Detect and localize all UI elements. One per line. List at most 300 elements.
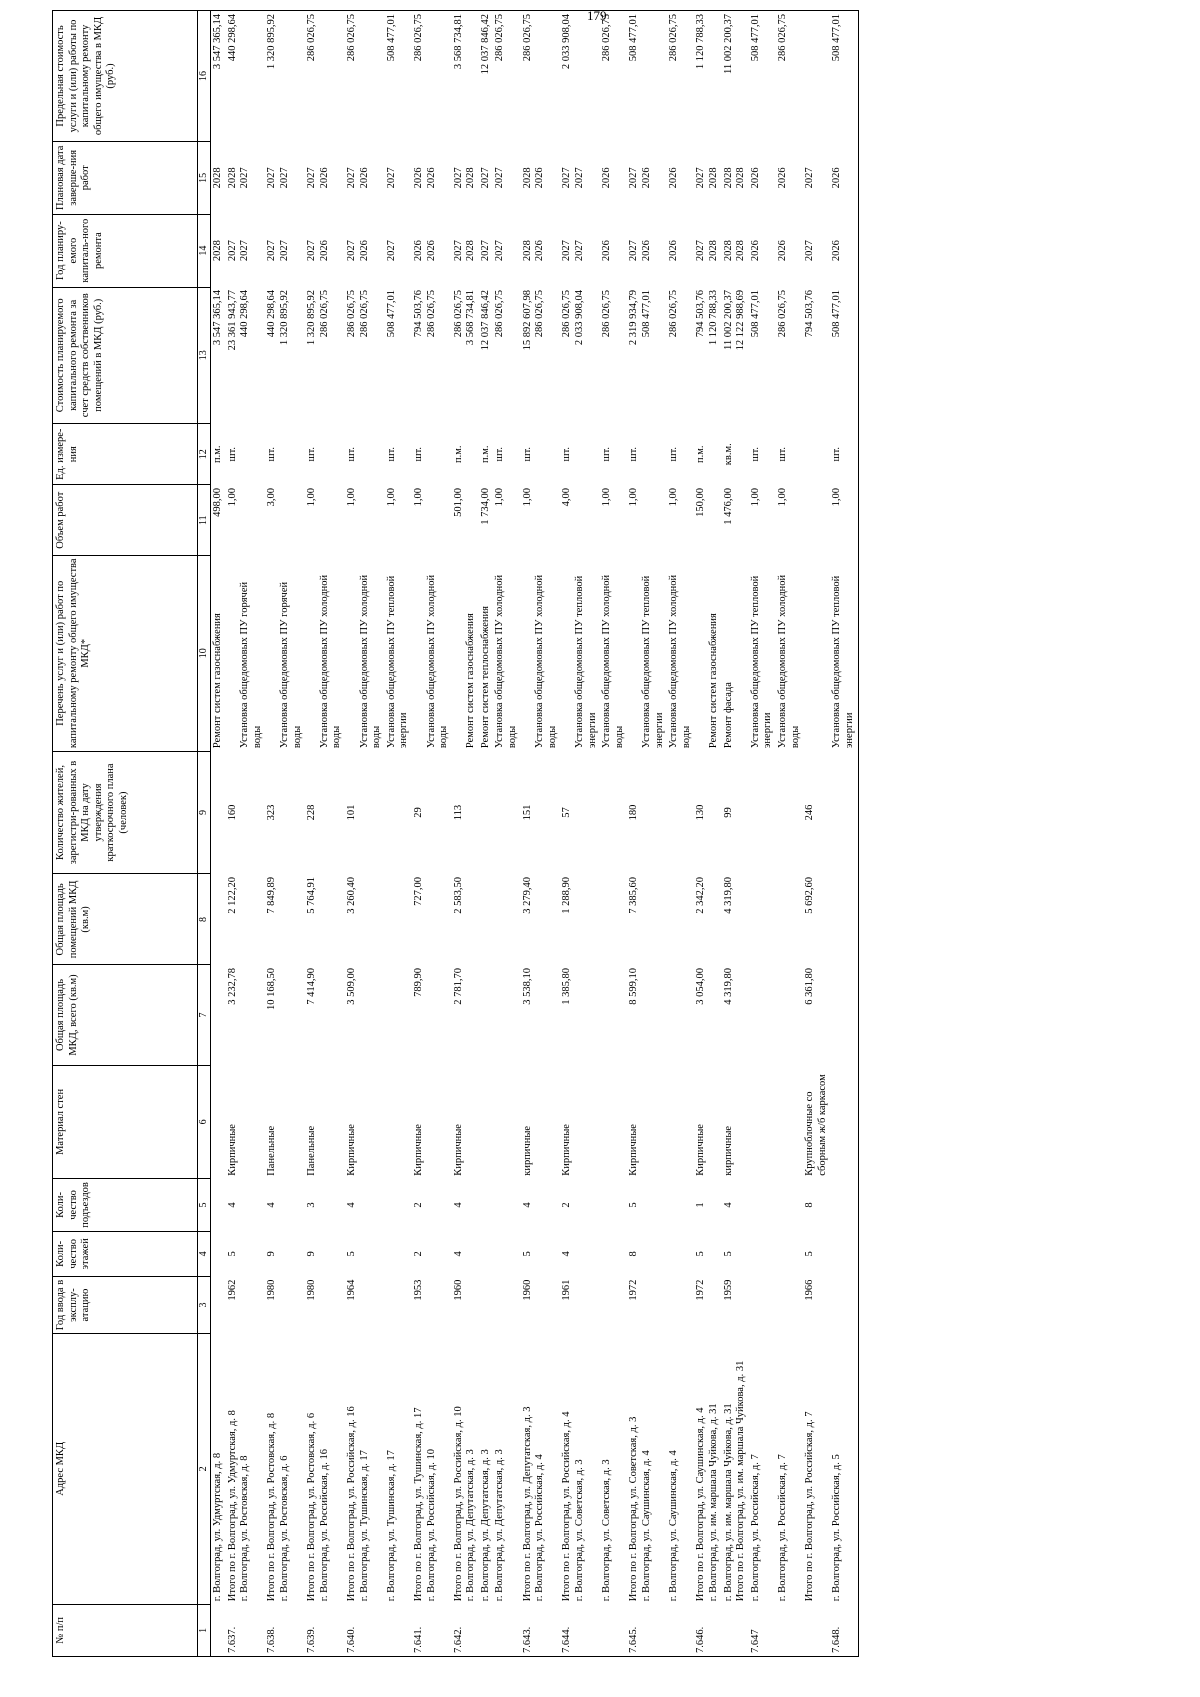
unit-cell: п.м.	[212, 445, 223, 463]
residents-cell	[211, 751, 226, 874]
premises-area-cell: 1 288,90	[561, 876, 573, 914]
wall-material-cell: Кирпичные	[628, 1124, 640, 1176]
total-area-cell	[479, 965, 494, 1065]
column-number: 12	[198, 424, 211, 485]
address-cell-line: г. Волгоград, ул. им. маршала Чуйкова, д. 31	[722, 1403, 734, 1602]
residents-cell	[479, 751, 494, 874]
work-type-cell	[830, 555, 858, 751]
entrances-cell	[830, 1179, 858, 1231]
work-type-cell	[265, 555, 305, 751]
row-number	[803, 1604, 830, 1656]
column-number: 3	[198, 1277, 211, 1334]
cost-cell-line: 286 026,75	[494, 290, 506, 338]
floors-cell	[493, 1231, 520, 1277]
work-type-cell	[600, 555, 627, 751]
residents-cell: 151	[521, 804, 533, 821]
cost-cell	[667, 287, 694, 424]
total-area-cell: 4 319,80	[722, 967, 734, 1005]
address-cell	[479, 1333, 494, 1604]
residents-cell: 246	[804, 804, 816, 821]
cost-cell-line: 286 026,75	[318, 290, 330, 338]
column-number: 2	[198, 1333, 211, 1604]
floors-cell: 5	[226, 1251, 238, 1257]
planned-year-cell	[803, 214, 830, 287]
year-built-cell: 1962	[226, 1279, 238, 1301]
planned-year-cell	[749, 214, 776, 287]
end-date-cell-line: 2026	[776, 167, 788, 189]
planned-year-cell	[830, 214, 858, 287]
wall-material-cell	[479, 1065, 494, 1179]
unit-cell: шт.	[561, 446, 573, 462]
unit-cell: шт.	[628, 446, 640, 462]
address-cell-line: Итого по г. Волгоград, ул. Ростовская, д. 8	[266, 1412, 278, 1602]
address-cell-line: Итого по г. Волгоград, ул. Ростовская, д. 6	[306, 1412, 318, 1602]
table-row	[345, 11, 385, 1657]
cost-cell	[345, 287, 385, 424]
unit-cell: шт.	[412, 446, 424, 462]
planned-year-cell	[385, 214, 412, 287]
cost-cell-line: 1 320 895,92	[306, 290, 318, 346]
cost-cell	[479, 287, 494, 424]
end-date-cell	[776, 141, 803, 214]
address-cell	[694, 1333, 721, 1604]
row-number: 7.646.	[694, 1604, 721, 1656]
work-volume-cell: 1,00	[521, 487, 533, 507]
planned-year-cell-line: 2026	[534, 240, 546, 262]
end-date-cell-line: 2026	[831, 167, 843, 189]
max-cost-cell: 286 026,75	[305, 11, 345, 142]
end-date-cell-line: 2027	[695, 167, 707, 189]
end-date-cell-line: 2027	[804, 167, 816, 189]
end-date-cell-line: 2027	[628, 167, 640, 189]
work-type-cell-line: Установка общедомовых ПУ горячей воды	[278, 581, 303, 749]
planned-year-cell-line: 2027	[479, 240, 491, 262]
address-cell-line: г. Волгоград, ул. Саушинская, д. 4	[668, 1450, 680, 1602]
column-number: 16	[198, 11, 211, 142]
work-type-cell-line	[266, 558, 279, 748]
table-row	[667, 11, 694, 1657]
residents-cell: 180	[628, 804, 640, 821]
planned-year-cell	[667, 214, 694, 287]
table-row	[452, 11, 479, 1657]
column-header: Объем работ	[53, 485, 198, 556]
address-cell-line: Итого по г. Волгоград, ул. Советская, д. 3	[628, 1416, 640, 1602]
residents-cell: 29	[412, 807, 424, 818]
unit-cell: шт.	[494, 446, 506, 462]
cost-cell	[412, 287, 452, 424]
total-area-cell	[600, 965, 627, 1065]
total-area-cell	[385, 965, 412, 1065]
work-type-cell-line: Установка общедомовых ПУ холодной воды	[668, 574, 692, 749]
unit-cell: шт.	[345, 446, 357, 462]
total-area-cell	[830, 965, 858, 1065]
row-number: 7.647	[749, 1604, 776, 1656]
floors-cell: 5	[804, 1251, 816, 1257]
unit-cell: шт.	[306, 446, 318, 462]
address-cell	[803, 1333, 830, 1604]
row-number: 7.638.	[265, 1604, 305, 1656]
work-volume-cell: 1,00	[226, 487, 238, 507]
work-volume-cell: 1,00	[776, 487, 788, 507]
work-volume-cell: 1,00	[668, 487, 680, 507]
wall-material-cell: Кирпичные	[452, 1124, 464, 1176]
column-number: 9	[198, 751, 211, 874]
end-date-cell	[749, 141, 776, 214]
planned-year-cell	[226, 214, 266, 287]
entrances-cell	[479, 1179, 494, 1231]
cost-cell-line: 794 503,76	[695, 290, 707, 338]
work-type-cell-line: Ремонт систем теплоснабжения	[479, 606, 491, 749]
address-cell	[521, 1333, 561, 1604]
wall-material-cell	[749, 1065, 776, 1179]
work-type-cell-line	[804, 558, 817, 748]
work-volume-cell: 1,00	[494, 487, 506, 507]
planned-year-cell-line: 2028	[521, 240, 533, 262]
planned-year-cell-line: 2026	[668, 240, 680, 262]
work-type-cell-line: Установка общедомовых ПУ холодной воды	[601, 574, 625, 749]
address-cell-line: Итого по г. Волгоград, ул. им. маршала Чуйкова, д. 31	[735, 1360, 747, 1602]
work-type-cell	[412, 555, 452, 751]
floors-cell: 5	[695, 1251, 707, 1257]
column-header: Перечень услуг и (или) работ по капитальному ремонту общего имущества МКД*	[53, 555, 198, 751]
work-type-cell	[226, 555, 266, 751]
entrances-cell	[385, 1179, 412, 1231]
end-date-cell-line: 2028	[465, 167, 477, 189]
row-number	[722, 1604, 749, 1656]
end-date-cell-line: 2027	[266, 167, 278, 189]
work-type-cell-line: Установка общедомовых ПУ холодной воды	[534, 574, 558, 749]
column-header: Стоимость планируемого капитального ремонта за счет средств собственников помещений в МКД (руб.)	[53, 287, 198, 424]
wall-material-cell: кирпичные	[521, 1125, 533, 1176]
year-built-cell	[479, 1277, 494, 1334]
residents-cell: 130	[695, 804, 707, 821]
cost-cell-line: 15 892 607,98	[521, 290, 533, 351]
floors-cell: 9	[266, 1251, 278, 1257]
row-number	[211, 1604, 226, 1656]
column-header: Ед. измере-ния	[53, 424, 198, 485]
premises-area-cell	[600, 874, 627, 965]
planned-year-cell-line: 2027	[345, 240, 357, 262]
column-number: 8	[198, 874, 211, 965]
work-type-cell	[667, 555, 694, 751]
column-number: 10	[198, 555, 211, 751]
max-cost-cell: 286 026,75	[667, 11, 694, 142]
planned-year-cell-line: 2026	[601, 240, 613, 262]
end-date-cell-line: 2027	[574, 167, 586, 189]
row-number: 7.645.	[627, 1604, 667, 1656]
work-type-cell	[211, 555, 226, 751]
address-cell	[749, 1333, 776, 1604]
planned-year-cell-line: 2026	[641, 240, 652, 262]
end-date-cell-line: 2027	[452, 167, 464, 189]
end-date-cell-line: 2027	[561, 167, 573, 189]
planned-year-cell-line: 2027	[804, 240, 816, 262]
work-type-cell-line: Ремонт систем газоснабжения	[465, 613, 477, 749]
address-cell	[830, 1333, 858, 1604]
planned-year-cell-line: 2026	[749, 240, 761, 262]
year-built-cell: 1980	[306, 1279, 318, 1301]
cost-cell	[722, 287, 749, 424]
wall-material-cell: кирпичные	[722, 1125, 734, 1176]
premises-area-cell: 7 849,89	[266, 876, 278, 914]
end-date-cell	[722, 141, 749, 214]
address-cell-line: г. Волгоград, ул. Ростовская, д. 6	[278, 1455, 290, 1602]
total-area-cell	[776, 965, 803, 1065]
work-volume-cell: 150,00	[695, 487, 707, 517]
end-date-cell-line: 2026	[601, 167, 613, 189]
premises-area-cell: 5 764,91	[306, 876, 318, 914]
work-volume-cell: 1 476,00	[722, 487, 734, 525]
address-cell-line: Итого по г. Волгоград, ул. Саушинская, д. 4	[695, 1407, 707, 1602]
entrances-cell: 4	[266, 1202, 278, 1208]
end-date-cell	[667, 141, 694, 214]
end-date-cell	[265, 141, 305, 214]
end-date-cell-line: 2028	[735, 167, 747, 189]
residents-cell	[749, 751, 776, 874]
floors-cell: 5	[345, 1251, 357, 1257]
planned-year-cell-line: 2027	[278, 240, 290, 262]
address-cell-line: г. Волгоград, ул. Депутатская, д. 3	[465, 1449, 477, 1602]
work-volume-cell: 501,00	[452, 487, 464, 517]
column-header: Предельная стоимость услуги и (или) работы по капитальному ремонту общего имущества в МКД (руб.)	[53, 11, 198, 142]
max-cost-cell: 508 477,01	[385, 11, 412, 142]
column-header: Год планиру-емого капиталь-ного ремонта	[53, 214, 198, 287]
column-header: Коли-чество подъездов	[53, 1179, 198, 1231]
cost-cell	[521, 287, 561, 424]
address-cell-line: г. Волгоград, ул. Российская, д. 10	[425, 1448, 437, 1602]
floors-cell	[776, 1231, 803, 1277]
planned-year-cell-line: 2028	[212, 240, 223, 262]
address-cell	[667, 1333, 694, 1604]
cost-cell-line: 3 568 734,81	[465, 290, 477, 346]
floors-cell: 5	[722, 1251, 734, 1257]
year-built-cell: 1960	[521, 1279, 533, 1301]
year-built-cell: 1980	[266, 1279, 278, 1301]
end-date-cell	[493, 141, 520, 214]
cost-cell-line: 508 477,01	[641, 290, 652, 338]
wall-material-cell: Кирпичные	[226, 1124, 238, 1176]
planned-year-cell	[493, 214, 520, 287]
table-row	[560, 11, 600, 1657]
row-number	[600, 1604, 627, 1656]
unit-cell: п.м.	[452, 445, 464, 463]
premises-area-cell: 2 583,50	[452, 876, 464, 914]
cost-cell-line: 286 026,75	[668, 290, 680, 338]
year-built-cell: 1972	[695, 1279, 707, 1301]
row-number: 7.644.	[560, 1604, 600, 1656]
cost-cell-line: 1 320 895,92	[278, 290, 290, 346]
planned-year-cell-line: 2026	[425, 240, 437, 262]
planned-year-cell	[694, 214, 721, 287]
row-number	[385, 1604, 412, 1656]
planned-year-cell	[776, 214, 803, 287]
entrances-cell: 1	[695, 1202, 707, 1208]
planned-year-cell-line: 2026	[831, 240, 843, 262]
planned-year-cell	[211, 214, 226, 287]
max-cost-cell: 508 477,01	[830, 11, 858, 142]
address-cell-line: г. Волгоград, ул. Удмуртская, д. 8	[212, 1452, 223, 1602]
end-date-cell	[345, 141, 385, 214]
work-type-cell-line: Установка общедомовых ПУ тепловой энергии	[385, 575, 410, 749]
entrances-cell: 2	[561, 1202, 573, 1208]
cost-cell	[385, 287, 412, 424]
entrances-cell: 3	[306, 1202, 318, 1208]
address-cell-line: г. Волгоград, ул. Тушинская, д. 17	[385, 1450, 397, 1602]
wall-material-cell	[830, 1065, 858, 1179]
year-built-cell	[211, 1277, 226, 1334]
total-area-cell: 789,90	[412, 967, 424, 997]
planned-year-cell-line: 2026	[776, 240, 788, 262]
cost-cell-line: 3 547 365,14	[212, 290, 223, 346]
column-header: Общая площадь МКД, всего (кв.м)	[53, 965, 198, 1065]
cost-cell	[627, 287, 667, 424]
table-row	[830, 11, 858, 1657]
wall-material-cell	[493, 1065, 520, 1179]
row-number	[493, 1604, 520, 1656]
work-volume-cell: 498,00	[212, 487, 223, 517]
address-cell	[493, 1333, 520, 1604]
end-date-cell-line: 2027	[385, 167, 397, 189]
premises-area-cell: 2 342,20	[695, 876, 707, 914]
cost-cell	[830, 287, 858, 424]
column-number: 7	[198, 965, 211, 1065]
table-row	[694, 11, 721, 1657]
end-date-cell	[830, 141, 858, 214]
work-type-cell-line: Установка общедомовых ПУ тепловой энергии	[749, 575, 774, 749]
planned-year-cell	[305, 214, 345, 287]
cost-cell-line: 794 503,76	[804, 290, 816, 338]
cost-cell-line: 12 122 988,69	[735, 290, 747, 351]
address-cell-line: г. Волгоград, ул. Тушинская, д. 17	[358, 1450, 370, 1602]
cost-cell-line: 12 037 846,42	[479, 290, 491, 351]
work-type-cell	[694, 555, 721, 751]
address-cell-line: Итого по г. Волгоград, ул. Депутатская, д. 3	[521, 1406, 533, 1602]
column-header: № п/п	[53, 1604, 198, 1656]
capital-repair-table-container	[52, 10, 859, 1657]
column-number: 6	[198, 1065, 211, 1179]
table-row	[226, 11, 266, 1657]
column-header: Материал стен	[53, 1065, 198, 1179]
address-cell	[385, 1333, 412, 1604]
table-row	[479, 11, 494, 1657]
end-date-cell	[305, 141, 345, 214]
entrances-cell	[776, 1179, 803, 1231]
end-date-cell-line: 2027	[494, 167, 506, 189]
cost-cell-line: 286 026,75	[601, 290, 613, 338]
work-volume-cell: 1,00	[749, 487, 761, 507]
cost-cell-line: 2 319 934,79	[628, 290, 640, 346]
cost-cell-line: 508 477,01	[831, 290, 843, 338]
planned-year-cell-line: 2028	[707, 240, 719, 262]
row-number: 7.648.	[830, 1604, 858, 1656]
work-type-cell	[803, 555, 830, 751]
work-type-cell-line	[346, 558, 359, 748]
floors-cell: 4	[561, 1251, 573, 1257]
address-cell-line: Итого по г. Волгоград, ул. Удмуртская, д. 8	[226, 1410, 238, 1602]
floors-cell: 5	[521, 1251, 533, 1257]
entrances-cell	[600, 1179, 627, 1231]
work-type-cell-line	[413, 558, 426, 748]
column-header: Количество жителей, зарегистри-рованных в МКД на дату утверждения краткосрочного плана (человек)	[53, 751, 198, 874]
end-date-cell-line: 2027	[278, 167, 290, 189]
cost-cell-line: 286 026,75	[534, 290, 546, 338]
year-built-cell: 1964	[345, 1279, 357, 1301]
work-type-cell	[521, 555, 561, 751]
planned-year-cell-line: 2027	[494, 240, 506, 262]
premises-area-cell: 727,00	[412, 876, 424, 906]
work-volume-cell: 1,00	[830, 485, 858, 556]
row-number: 7.641.	[412, 1604, 452, 1656]
entrances-cell	[211, 1179, 226, 1231]
work-type-cell-line: Ремонт систем газоснабжения	[707, 613, 719, 749]
premises-area-cell	[211, 874, 226, 965]
premises-area-cell: 3 279,40	[521, 876, 533, 914]
year-built-cell	[776, 1277, 803, 1334]
entrances-cell: 2	[412, 1202, 424, 1208]
premises-area-cell: 3 260,40	[345, 876, 357, 914]
end-date-cell	[600, 141, 627, 214]
max-cost-cell: 286 026,75	[776, 11, 803, 142]
cost-cell	[265, 287, 305, 424]
table-row	[521, 11, 561, 1657]
address-cell	[452, 1333, 479, 1604]
premises-area-cell: 5 692,60	[804, 876, 816, 914]
cost-cell-line: 23 361 943,77	[226, 290, 238, 351]
work-type-cell	[627, 555, 667, 751]
work-volume-cell: 1,00	[385, 487, 397, 507]
total-area-cell: 3 232,78	[226, 967, 238, 1005]
work-volume-cell: 3,00	[266, 487, 278, 507]
residents-cell: 99	[722, 807, 734, 818]
end-date-cell-line: 2026	[641, 167, 652, 189]
max-cost-cell: 286 026,75	[600, 11, 627, 142]
premises-area-cell: 7 385,60	[628, 876, 640, 914]
table-row	[412, 11, 452, 1657]
address-cell-line: г. Волгоград, ул. Советская, д. 3	[601, 1459, 613, 1602]
unit-cell: п.м.	[479, 445, 491, 463]
planned-year-cell-line: 2027	[574, 240, 586, 262]
premises-area-cell	[385, 874, 412, 965]
total-area-cell: 3 538,10	[521, 967, 533, 1005]
year-built-cell: 1959	[722, 1279, 734, 1301]
row-number	[479, 1604, 494, 1656]
max-cost-cell: 1 120 788,33	[694, 11, 721, 142]
planned-year-cell-line: 2026	[318, 240, 330, 262]
address-cell	[211, 1333, 226, 1604]
wall-material-cell	[385, 1065, 412, 1179]
work-type-cell-line: Установка общедомовых ПУ холодной воды	[425, 574, 450, 749]
work-volume-cell: 1 734,00	[479, 487, 491, 525]
cost-cell	[600, 287, 627, 424]
work-type-cell-line: Установка общедомовых ПУ тепловой энергии	[641, 575, 665, 749]
year-built-cell	[600, 1277, 627, 1334]
row-number: 7.639.	[305, 1604, 345, 1656]
max-cost-cell: 3 568 734,81	[452, 11, 479, 142]
cost-cell	[694, 287, 721, 424]
work-type-cell-line	[628, 558, 641, 748]
premises-area-cell	[749, 874, 776, 965]
planned-year-cell-line: 2028	[735, 240, 747, 262]
work-volume-cell: 4,00	[561, 487, 573, 507]
work-type-cell-line	[561, 558, 574, 748]
total-area-cell	[667, 965, 694, 1065]
planned-year-cell-line: 2026	[358, 240, 370, 262]
max-cost-cell: 1 320 895,92	[265, 11, 305, 142]
total-area-cell: 2 781,70	[452, 967, 464, 1005]
cost-cell-line: 286 026,75	[452, 290, 464, 338]
planned-year-cell	[627, 214, 667, 287]
work-volume-cell: 1,00	[628, 487, 640, 507]
